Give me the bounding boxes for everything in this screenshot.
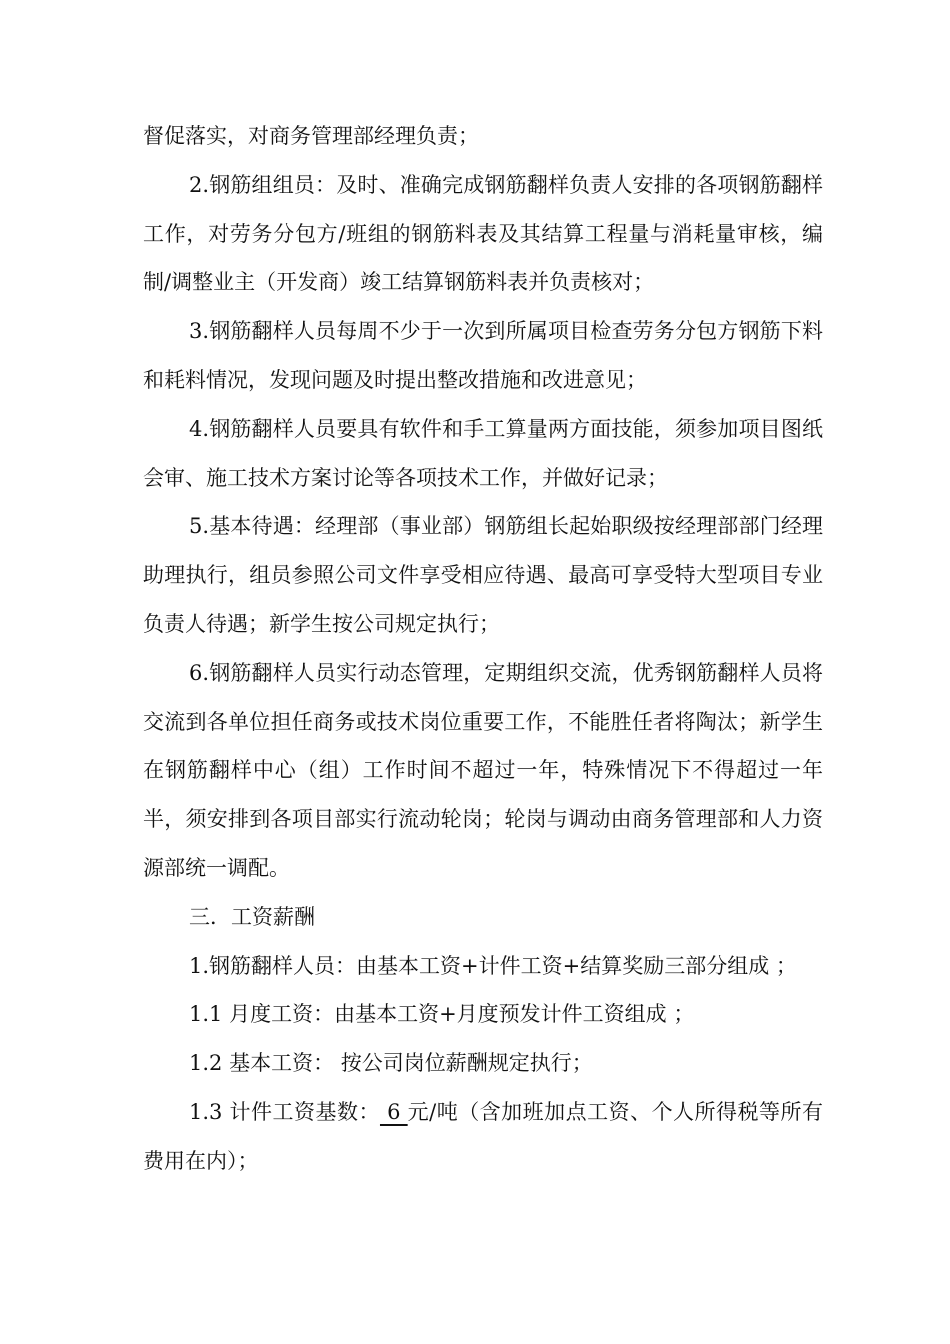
piece-rate-prefix: 1.3 计件工资基数： <box>189 1099 380 1124</box>
piece-rate-suffix: 元/吨（含加班加点工资、个人所得税等所有费用在内）； <box>143 1099 823 1173</box>
paragraph-4: 4.钢筋翻样人员要具有软件和手工算量两方面技能，须参加项目图纸会审、施工技术方案讨论等各项技术工作，并做好记录； <box>143 416 823 490</box>
piece-rate-value: 6 <box>379 1099 408 1124</box>
paragraph-salary-1: 1.钢筋翻样人员：由基本工资+计件工资+结算奖励三部分组成 ； <box>189 953 797 978</box>
paragraph-2: 2.钢筋组组员：及时、准确完成钢筋翻样负责人安排的各项钢筋翻样工作，对劳务分包方/班组的钢筋料表及其结算工程量与消耗量审核，编制/调整业主（开发商）竣工结算钢筋料表并负责核对； <box>143 172 823 295</box>
paragraph-salary-1-3 <box>143 1088 823 1186</box>
paragraph-6: 6.钢筋翻样人员实行动态管理，定期组织交流，优秀钢筋翻样人员将交流到各单位担任商务或技术岗位重要工作，不能胜任者将陶汰；新学生在钢筋翻样中心（组）工作时间不超过一年，特殊情况下不得超过一年半，须安排到各项目部实行流动轮岗；轮岗与调动由商务管理部和人力资源部统一调配。 <box>143 660 823 880</box>
document-body <box>143 112 823 1186</box>
paragraph-3: 3.钢筋翻样人员每周不少于一次到所属项目检查劳务分包方钢筋下料和耗料情况，发现问题及时提出整改措施和改进意见； <box>143 319 823 392</box>
paragraph-salary-1-1: 1.1 月度工资：由基本工资+月度预发计件工资组成 ； <box>189 1002 695 1027</box>
paragraph-1: 督促落实，对商务管理部经理负责； <box>143 124 479 148</box>
section-heading-salary: 三．工资薪酬 <box>189 904 315 929</box>
paragraph-salary-1-2: 1.2 基本工资： 按公司岗位薪酬规定执行； <box>189 1051 593 1076</box>
paragraph-5: 5.基本待遇：经理部（事业部）钢筋组长起始职级按经理部部门经理助理执行，组员参照公司文件享受相应待遇、最高可享受特大型项目专业负责人待遇；新学生按公司规定执行； <box>143 514 823 636</box>
